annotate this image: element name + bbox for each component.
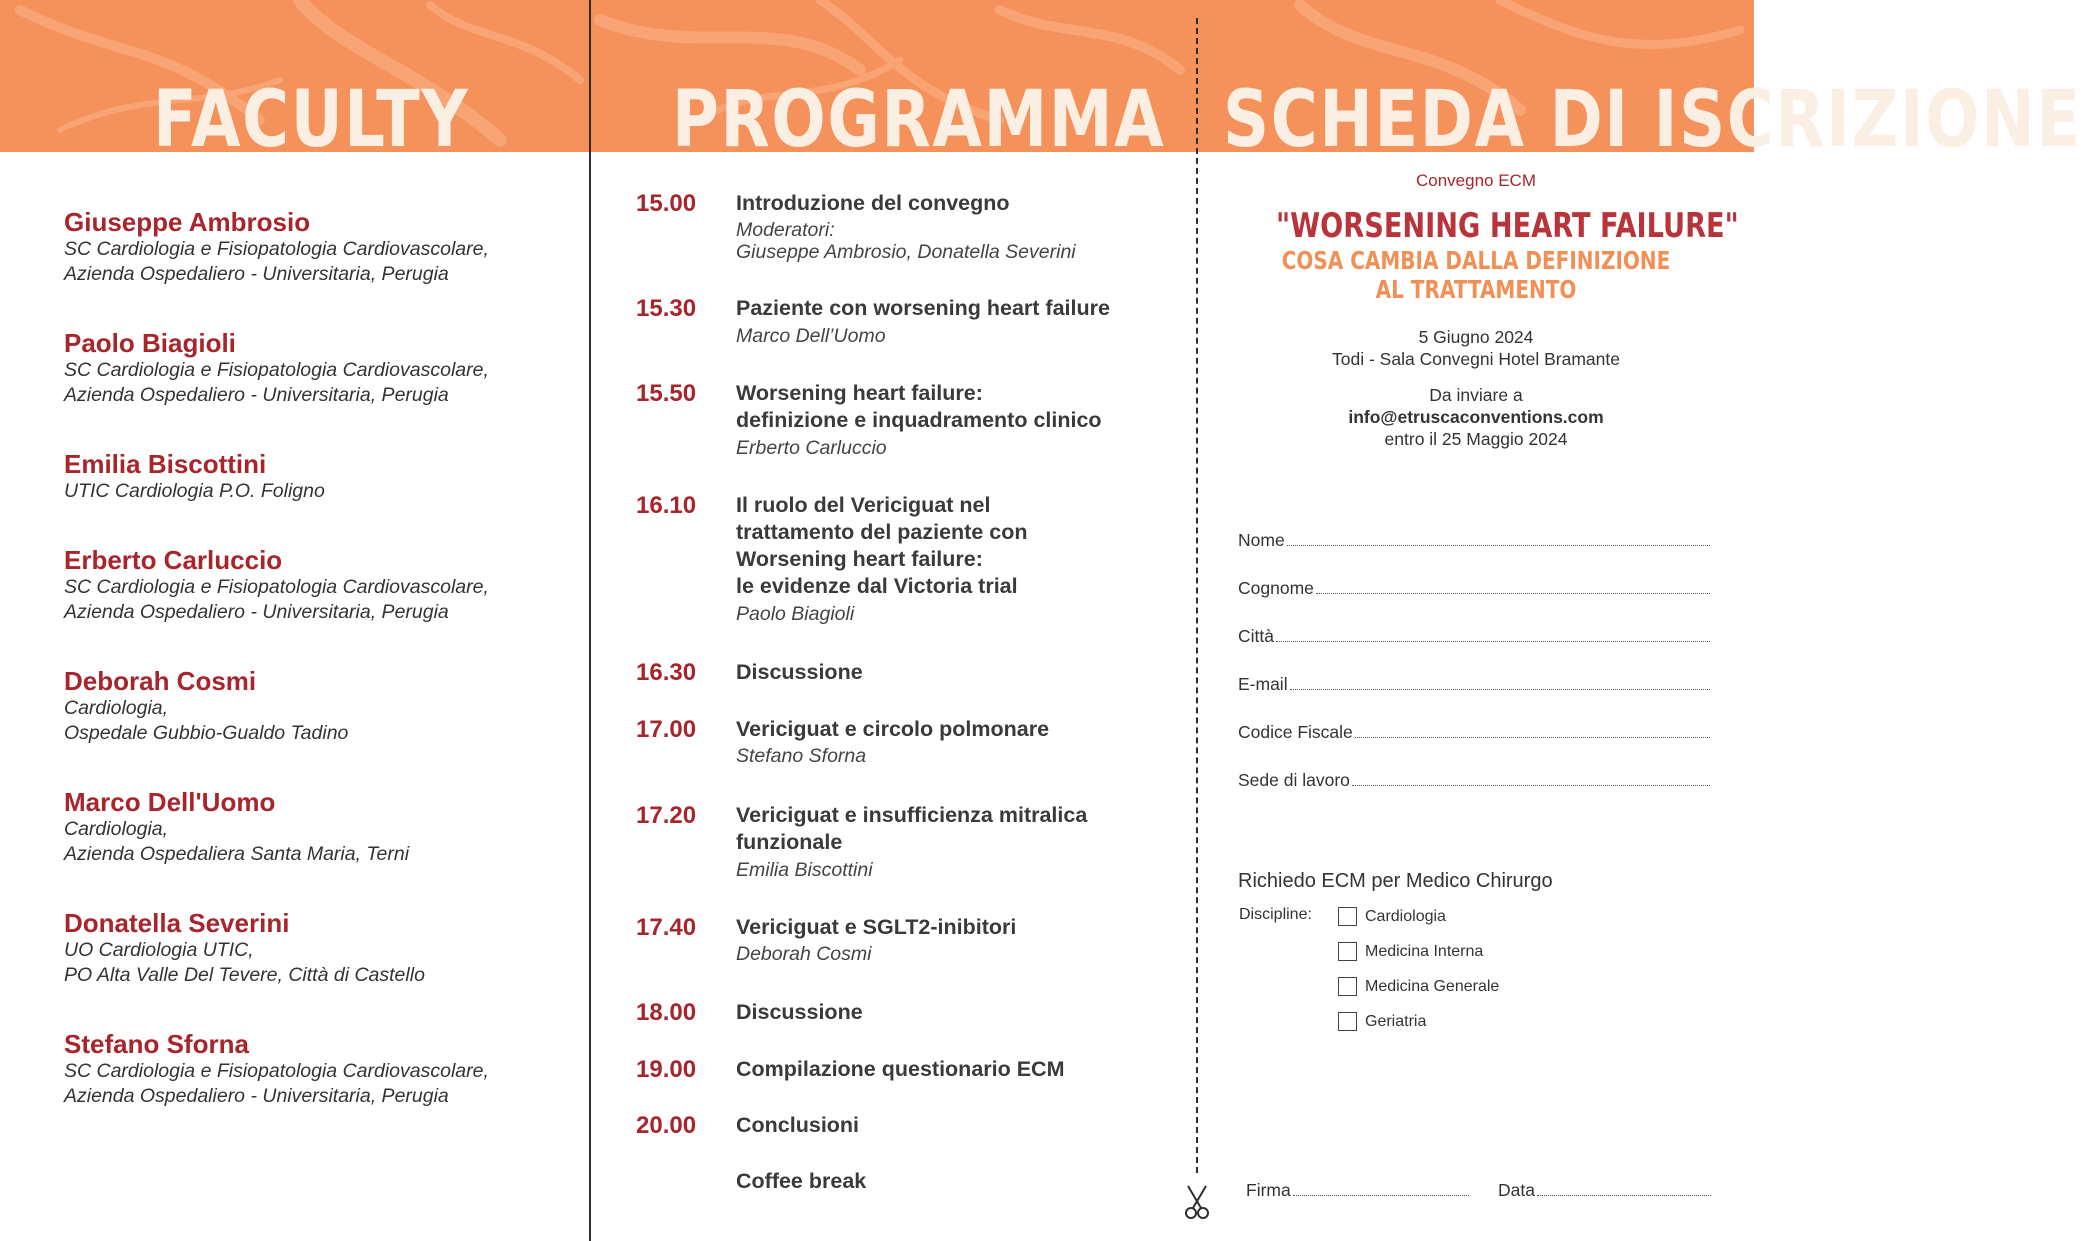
faculty-name: Deborah Cosmi	[64, 666, 257, 696]
checkbox-box[interactable]	[1338, 977, 1357, 996]
faculty-affiliation: PO Alta Valle Del Tevere, Città di Castello	[64, 964, 425, 986]
ecm-request: Richiedo ECM per Medico Chirurgo	[1238, 870, 1553, 892]
faculty-affiliation: Azienda Ospedaliera Santa Maria, Terni	[64, 843, 410, 865]
cut-line	[1196, 18, 1198, 1173]
faculty-item	[64, 666, 584, 787]
program-title: Vericiguat e SGLT2-inibitori	[736, 915, 1017, 939]
field-label: E-mail	[1238, 674, 1288, 694]
program-speaker: Erberto Carluccio	[736, 437, 887, 459]
field-line[interactable]	[1290, 689, 1710, 690]
program-title: Worsening heart failure:	[736, 381, 983, 405]
column-divider	[589, 0, 591, 1241]
scheda-title: SCHEDA DI ISCRIZIONE	[1223, 75, 2082, 165]
program-title: Conclusioni	[736, 1113, 860, 1137]
faculty-affiliation: Ospedale Gubbio-Gualdo Tadino	[64, 722, 349, 744]
send-label: Da inviare a	[1429, 385, 1523, 405]
program-title: funzionale	[736, 830, 843, 854]
faculty-name: Erberto Carluccio	[64, 545, 283, 575]
faculty-affiliation: UTIC Cardiologia P.O. Foligno	[64, 480, 325, 502]
form-field-cognome[interactable]	[1238, 578, 1710, 599]
header-banner	[0, 0, 2082, 165]
program-speaker: Stefano Sforna	[736, 745, 867, 767]
event-date: 5 Giugno 2024	[1418, 327, 1534, 347]
faculty-item	[64, 908, 584, 1029]
faculty-item	[64, 328, 584, 449]
program-time: 18.00	[636, 999, 697, 1026]
field-line[interactable]	[1276, 641, 1710, 642]
contact-email[interactable]: info@etruscaconventions.com	[1348, 407, 1604, 427]
program-title: Coffee break	[736, 1169, 867, 1193]
program-time: 15.50	[636, 380, 697, 407]
form-field-nome[interactable]	[1238, 530, 1710, 551]
faculty-list	[64, 207, 584, 1150]
field-label: Codice Fiscale	[1238, 722, 1353, 742]
data-line[interactable]	[1537, 1195, 1711, 1196]
form-field-email[interactable]	[1238, 674, 1710, 695]
checkbox-medicina-interna[interactable]	[1338, 942, 1483, 961]
program-title: Paziente con worsening heart failure	[736, 296, 1110, 320]
program-title: Worsening heart failure:	[736, 547, 983, 571]
program-time: 17.00	[636, 716, 697, 743]
program-time: 19.00	[636, 1056, 697, 1083]
program-title: Discussione	[736, 660, 863, 684]
checkbox-medicina-generale[interactable]	[1338, 977, 1499, 996]
faculty-name: Donatella Severini	[64, 908, 290, 938]
checkbox-label: Medicina Generale	[1365, 977, 1500, 995]
checkbox-label: Cardiologia	[1365, 907, 1446, 925]
checkbox-box[interactable]	[1338, 1012, 1357, 1031]
program-time: 20.00	[636, 1112, 697, 1139]
faculty-name: Giuseppe Ambrosio	[64, 207, 311, 237]
faculty-item	[64, 207, 584, 328]
faculty-title: FACULTY	[153, 75, 470, 165]
faculty-affiliation: Cardiologia,	[64, 697, 169, 719]
field-label: Sede di lavoro	[1238, 770, 1350, 790]
firma-label: Firma	[1246, 1180, 1291, 1200]
event-subtitle: AL TRATTAMENTO	[1375, 275, 1577, 304]
faculty-affiliation: UO Cardiologia UTIC,	[64, 939, 254, 961]
program-title: Discussione	[736, 1000, 863, 1024]
program-title: definizione e inquadramento clinico	[736, 408, 1102, 432]
program-title: Introduzione del convegno	[736, 191, 1010, 215]
program-time: 16.10	[636, 492, 697, 519]
checkbox-geriatria[interactable]	[1338, 1012, 1426, 1031]
program-title: Vericiguat e circolo polmonare	[736, 717, 1050, 741]
program-speaker: Moderatori:	[736, 219, 835, 241]
program-speaker: Giuseppe Ambrosio, Donatella Severini	[736, 241, 1076, 263]
field-label: Cognome	[1238, 578, 1314, 598]
faculty-name: Stefano Sforna	[64, 1029, 249, 1059]
program-title: le evidenze dal Victoria trial	[736, 574, 1018, 598]
event-title: "WORSENING HEART FAILURE"	[1276, 206, 1739, 246]
program-time: 17.40	[636, 914, 697, 941]
program-title: Vericiguat e insufficienza mitralica	[736, 803, 1088, 827]
faculty-affiliation: Azienda Ospedaliero - Universitaria, Perugia	[64, 384, 449, 406]
programma-title: PROGRAMMA	[672, 75, 1166, 165]
faculty-affiliation: SC Cardiologia e Fisiopatologia Cardiovascolare,	[64, 238, 489, 260]
discipline-label: Discipline:	[1239, 906, 1312, 923]
program-time: 17.20	[636, 802, 697, 829]
program-speaker: Paolo Biagioli	[736, 603, 855, 625]
faculty-affiliation: Azienda Ospedaliero - Universitaria, Perugia	[64, 601, 449, 623]
faculty-name: Marco Dell'Uomo	[64, 787, 276, 817]
program-speaker: Deborah Cosmi	[736, 943, 872, 965]
faculty-name: Paolo Biagioli	[64, 328, 236, 358]
faculty-affiliation: Azienda Ospedaliero - Universitaria, Perugia	[64, 263, 449, 285]
field-label: Città	[1238, 626, 1274, 646]
firma-line[interactable]	[1293, 1195, 1469, 1196]
form-field-sede-lavoro[interactable]	[1238, 770, 1710, 791]
faculty-item	[64, 449, 584, 545]
faculty-item	[64, 545, 584, 666]
field-line[interactable]	[1287, 545, 1710, 546]
form-field-citta[interactable]	[1238, 626, 1710, 647]
scissors-icon	[1184, 1184, 1210, 1220]
program-title: trattamento del paziente con	[736, 520, 1028, 544]
event-location: Todi - Sala Convegni Hotel Bramante	[1332, 349, 1620, 369]
data-label: Data	[1498, 1180, 1535, 1200]
checkbox-cardiologia[interactable]	[1338, 907, 1446, 926]
data-field[interactable]	[1498, 1180, 1711, 1201]
faculty-affiliation: SC Cardiologia e Fisiopatologia Cardiovascolare,	[64, 1060, 489, 1082]
program-time: 15.30	[636, 295, 697, 322]
checkbox-box[interactable]	[1338, 942, 1357, 961]
program-speaker: Marco Dell’Uomo	[736, 325, 886, 347]
program-title: Il ruolo del Vericiguat nel	[736, 493, 991, 517]
deadline: entro il 25 Maggio 2024	[1384, 429, 1568, 449]
form-field-codice-fiscale[interactable]	[1238, 722, 1710, 743]
program-title: Compilazione questionario ECM	[736, 1057, 1065, 1081]
program-time: 16.30	[636, 659, 697, 686]
field-line[interactable]	[1316, 593, 1710, 594]
event-type: Convegno ECM	[1415, 171, 1536, 190]
faculty-item	[64, 1029, 584, 1150]
checkbox-label: Medicina Interna	[1365, 942, 1484, 960]
field-line[interactable]	[1352, 785, 1710, 786]
checkbox-label: Geriatria	[1365, 1012, 1427, 1030]
faculty-item	[64, 787, 584, 908]
registration-form	[1226, 170, 1739, 1030]
faculty-affiliation: SC Cardiologia e Fisiopatologia Cardiovascolare,	[64, 359, 489, 381]
faculty-affiliation: SC Cardiologia e Fisiopatologia Cardiovascolare,	[64, 576, 489, 598]
checkbox-box[interactable]	[1338, 907, 1357, 926]
firma-field[interactable]	[1246, 1180, 1469, 1201]
field-label: Nome	[1238, 530, 1285, 550]
faculty-affiliation: Cardiologia,	[64, 818, 169, 840]
faculty-affiliation: Azienda Ospedaliero - Universitaria, Perugia	[64, 1085, 449, 1107]
program-time: 15.00	[636, 190, 697, 217]
program-speaker: Emilia Biscottini	[736, 859, 873, 881]
event-subtitle: COSA CAMBIA DALLA DEFINIZIONE	[1281, 246, 1671, 275]
faculty-name: Emilia Biscottini	[64, 449, 267, 479]
field-line[interactable]	[1355, 737, 1710, 738]
